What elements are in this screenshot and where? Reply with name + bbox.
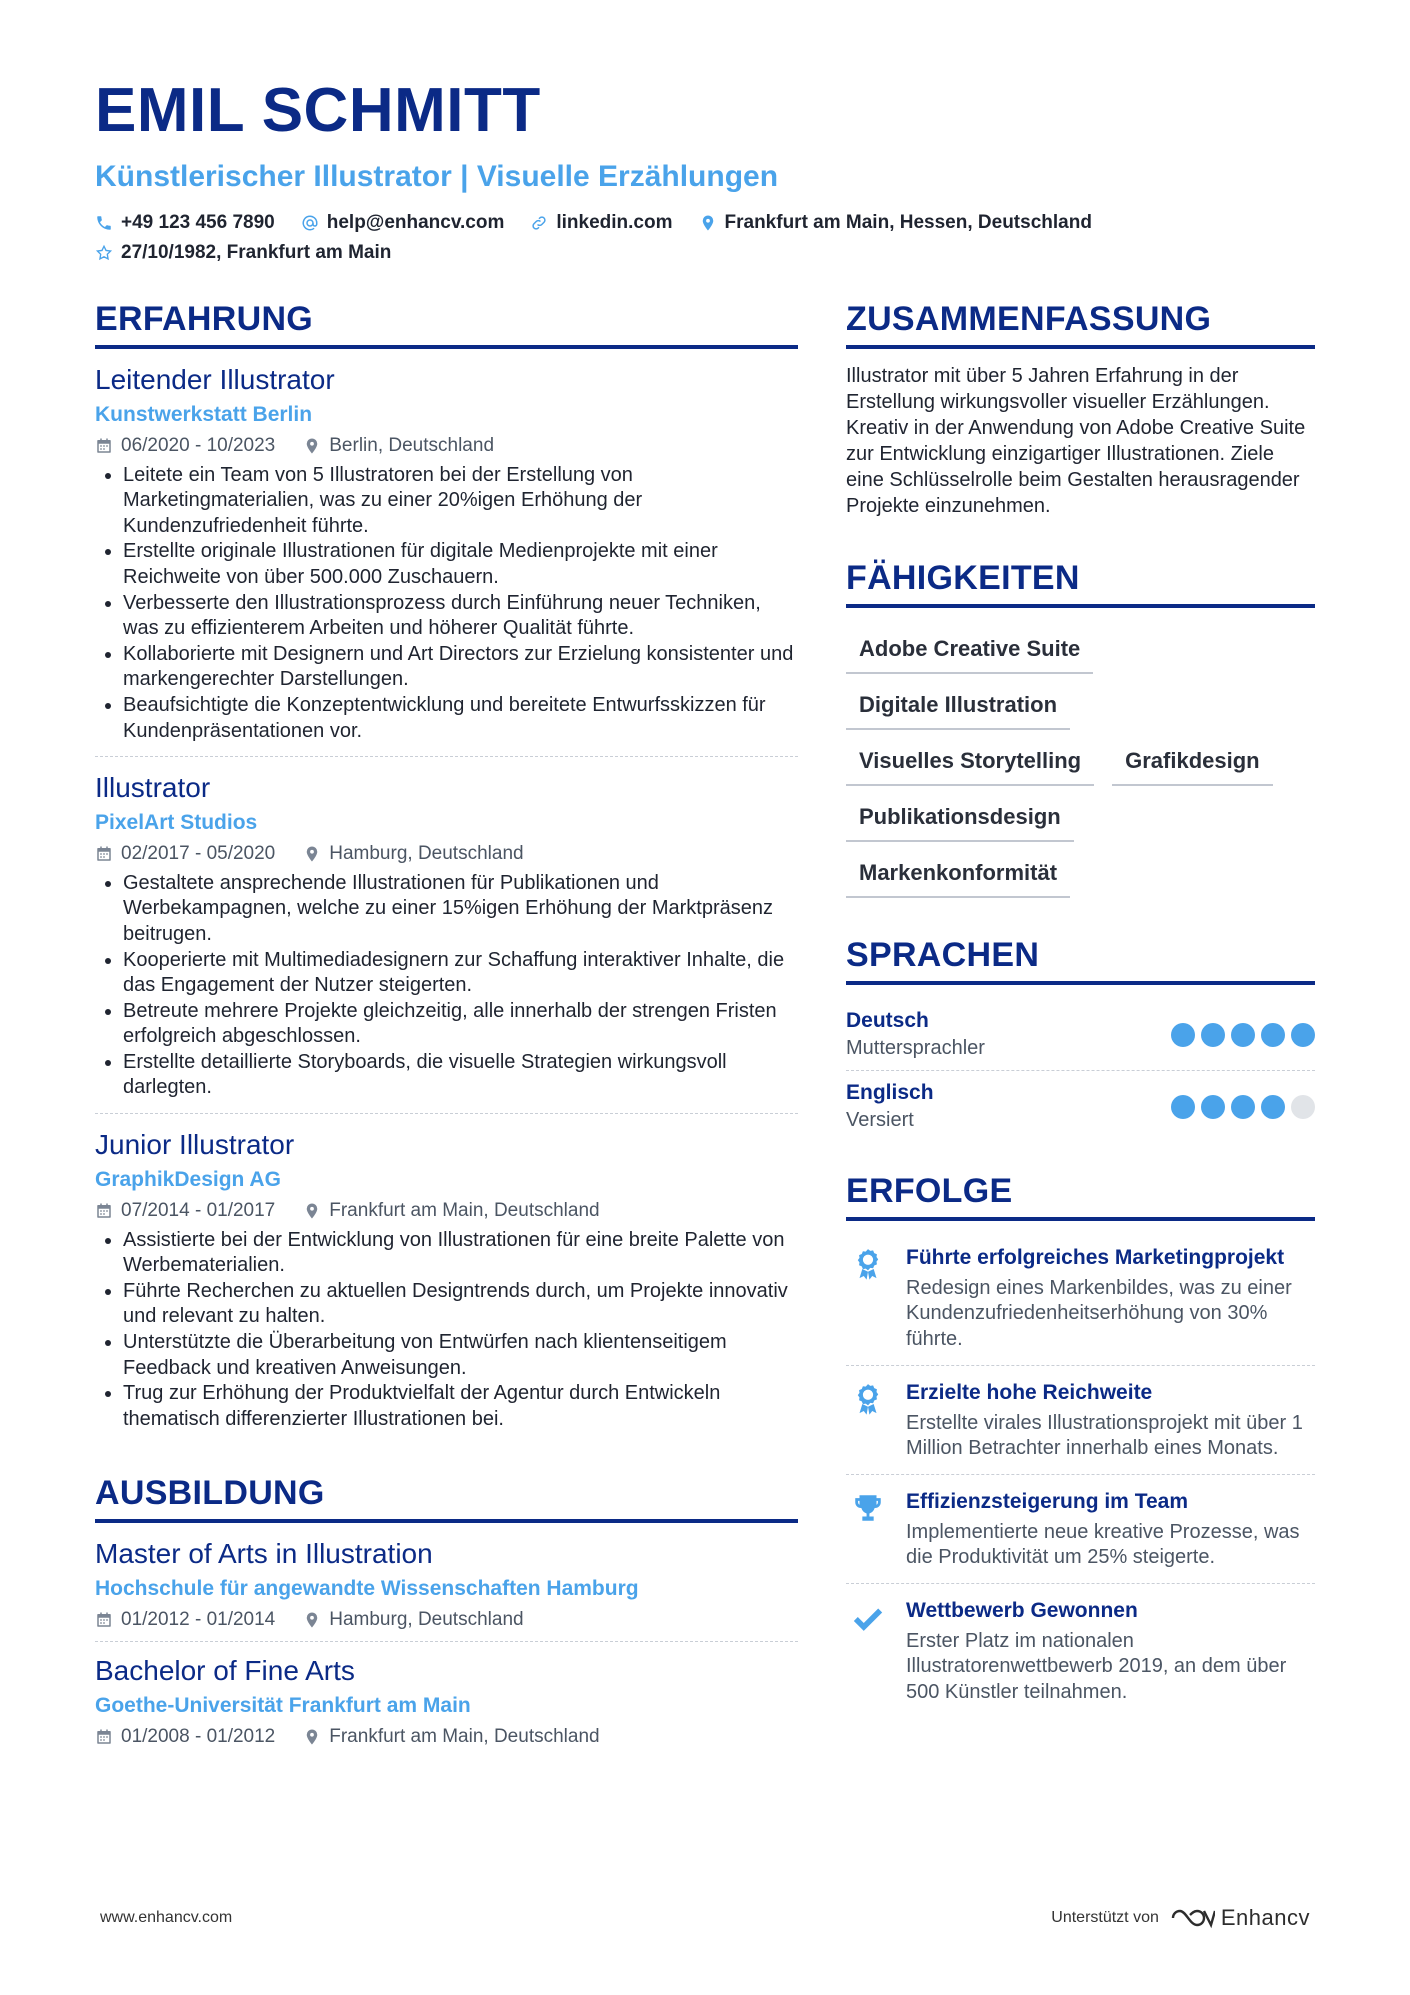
achievements-list: [846, 1235, 1315, 1717]
skill-tag: Visuelles Storytelling: [846, 734, 1094, 786]
date-range: [95, 1726, 275, 1748]
location-pin-icon: [303, 845, 321, 863]
date-text: 01/2008 - 01/2012: [121, 1725, 276, 1747]
link-icon: [530, 214, 548, 232]
date-range: [95, 843, 275, 865]
bullet-item: • Betreute mehrere Projekte gleichzeitig, alle innerhalb der strengen Fristen erfolgreich abgeschlossen.: [123, 999, 798, 1050]
job-company: GraphikDesign AG: [95, 1167, 281, 1191]
section-title-summary: ZUSAMMENFASSUNG: [846, 300, 1315, 349]
achievement-title: Effizienzsteigerung im Team: [906, 1489, 1188, 1513]
achievement-item: [846, 1235, 1315, 1365]
school: Goethe-Universität Frankfurt am Main: [95, 1693, 471, 1717]
powered-by: [1051, 1905, 1310, 1931]
phone-icon: [95, 214, 113, 232]
achievement-item: [846, 1583, 1315, 1718]
contact-row: [95, 212, 1315, 234]
job-bullets: [95, 463, 798, 745]
location: [303, 1726, 599, 1748]
proficiency-dot: [1231, 1095, 1255, 1119]
contact-email[interactable]: [301, 212, 505, 234]
date-text: 02/2017 - 05/2020: [121, 842, 276, 864]
section-title-languages: SPRACHEN: [846, 936, 1315, 985]
skill-tag: Adobe Creative Suite: [846, 622, 1093, 674]
job-bullets: [95, 871, 798, 1101]
bullet-item: • Assistierte bei der Entwicklung von Illustrationen für eine breite Palette von Werbematerialien.: [123, 1228, 798, 1279]
skill-tag: Publikationsdesign: [846, 790, 1074, 842]
meta-row: [95, 1609, 798, 1631]
location: [303, 1200, 599, 1222]
calendar-icon: [95, 1728, 113, 1746]
job-role: Junior Illustrator: [95, 1129, 295, 1161]
location: [303, 843, 523, 865]
bullet-item: • Beaufsichtigte die Konzeptentwicklung und bereitete Entwurfsskizzen für Kundenpräsentationen vor.: [123, 693, 798, 744]
degree: Bachelor of Fine Arts: [95, 1655, 355, 1686]
contact-phone: [95, 212, 275, 234]
contact-linkedin[interactable]: [530, 212, 672, 234]
bullet-item: • Trug zur Erhöhung der Produktvielfalt der Agentur durch Entwickeln thematisch differenzierter Illustrationen bei.: [123, 1381, 798, 1432]
meta-row: [95, 1200, 798, 1222]
achievement-desc: Redesign eines Markenbildes, was zu einer Kundenzufriedenheitserhöhung von 30% führte.: [906, 1276, 1292, 1351]
proficiency-dot: [1171, 1095, 1195, 1119]
location-text: Frankfurt am Main, Deutschland: [329, 1725, 600, 1747]
linkedin-text: linkedin.com: [556, 212, 673, 233]
proficiency-dot: [1291, 1023, 1315, 1047]
proficiency-dot: [1231, 1023, 1255, 1047]
meta-row: [95, 1726, 798, 1748]
location-text: Berlin, Deutschland: [329, 434, 495, 456]
bullet-item: • Führte Recherchen zu aktuellen Designtrends durch, um Projekte innovativ und relevant zu halten.: [123, 1279, 798, 1330]
award-ribbon-icon: [846, 1245, 890, 1353]
achievement-title: Erzielte hohe Reichweite: [906, 1380, 1153, 1404]
location-pin-icon: [303, 1611, 321, 1629]
languages-list: [846, 999, 1315, 1142]
school: Hochschule für angewandte Wissenschaften Hamburg: [95, 1577, 639, 1600]
degree: Master of Arts in Illustration: [95, 1538, 433, 1570]
calendar-icon: [95, 1202, 113, 1220]
achievement-desc: Implementierte neue kreative Prozesse, was die Produktivität um 25% steigerte.: [906, 1520, 1300, 1569]
location-pin-icon: [699, 214, 717, 232]
language-info: [846, 1081, 934, 1132]
trophy-icon: [846, 1489, 890, 1571]
date-range: [95, 435, 275, 457]
achievement-item: [846, 1474, 1315, 1583]
section-title-experience: ERFAHRUNG: [95, 300, 798, 349]
skill-tag: Digitale Illustration: [846, 678, 1070, 730]
job-bullets: [95, 1228, 798, 1433]
enhancv-logo-icon: [1169, 1906, 1215, 1930]
achievement-desc: Erster Platz im nationalen Illustratorenwettbewerb 2019, an dem über 500 Künstler teilnahmen.: [906, 1629, 1287, 1703]
date-range: [95, 1609, 275, 1631]
skills-list: [846, 622, 1315, 902]
section-title-education: AUSBILDUNG: [95, 1474, 798, 1523]
date-text: 06/2020 - 10/2023: [121, 434, 276, 456]
location: [303, 435, 494, 457]
experience-item: [95, 1113, 798, 1444]
star-icon: [95, 244, 113, 262]
achievement-title: Wettbewerb Gewonnen: [906, 1598, 1138, 1622]
summary-text: Illustrator mit über 5 Jahren Erfahrung in der Erstellung wirkungsvoller visueller Erzählungen. Kreativ in der Anwendung von Adobe Creative Suite zur Entwicklung einzigartiger Illustrationen. Ziele eine Schlüsselrolle beim Gestalten herausragender Projekte einzunehmen.: [846, 365, 1306, 517]
skill-tag: Markenkonformität: [846, 846, 1070, 898]
footer: [100, 1905, 1310, 1931]
job-role: Leitender Illustrator: [95, 364, 335, 395]
at-icon: [301, 214, 319, 232]
achievement-item: [846, 1365, 1315, 1474]
contact-location: [699, 212, 1092, 234]
language-item: [846, 999, 1315, 1070]
location-pin-icon: [303, 1202, 321, 1220]
location-text: Hamburg, Deutschland: [329, 1609, 524, 1630]
job-role: Illustrator: [95, 772, 211, 804]
education-list: [95, 1537, 798, 1757]
achievement-body: [906, 1245, 1315, 1353]
location-text: Hamburg, Deutschland: [329, 842, 524, 864]
footer-website[interactable]: www.enhancv.com: [100, 1909, 233, 1926]
proficiency-dot: [1201, 1095, 1225, 1119]
checkmark-icon: [846, 1598, 890, 1706]
brand-name: Enhancv: [1220, 1905, 1310, 1930]
proficiency-dot: [1291, 1095, 1315, 1119]
calendar-icon: [95, 1611, 113, 1629]
email-text: help@enhancv.com: [326, 212, 505, 233]
language-info: [846, 1009, 985, 1060]
proficiency-dot: [1261, 1023, 1285, 1047]
proficiency-dot: [1171, 1023, 1195, 1047]
section-title-achievements: ERFOLGE: [846, 1172, 1315, 1221]
achievement-body: [906, 1380, 1315, 1462]
section-title-skills: FÄHIGKEITEN: [846, 559, 1315, 608]
award-ribbon-icon: [846, 1380, 890, 1462]
right-column: [846, 300, 1315, 1758]
phone-text: +49 123 456 7890: [121, 212, 275, 233]
date-text: 07/2014 - 01/2017: [121, 1199, 276, 1221]
language-level: Versiert: [846, 1109, 914, 1131]
language-name: Englisch: [846, 1081, 934, 1104]
candidate-title: Künstlerischer Illustrator | Visuelle Erzählungen: [95, 160, 779, 193]
meta-row: [95, 843, 798, 865]
location-pin-icon: [303, 1728, 321, 1746]
meta-row: [95, 435, 798, 457]
experience-item: [95, 363, 798, 756]
location-pin-icon: [303, 437, 321, 455]
language-name: Deutsch: [846, 1009, 929, 1032]
proficiency-dot: [1201, 1023, 1225, 1047]
education-item: [95, 1537, 798, 1641]
proficiency-dots: [1171, 1095, 1315, 1119]
calendar-icon: [95, 437, 113, 455]
achievement-body: [906, 1598, 1315, 1706]
skill-tag: Grafikdesign: [1112, 734, 1272, 786]
calendar-icon: [95, 845, 113, 863]
powered-by-label: Unterstützt von: [1051, 1909, 1159, 1926]
birth-text: 27/10/1982, Frankfurt am Main: [121, 242, 392, 263]
candidate-name: EMIL SCHMITT: [95, 76, 541, 145]
bullet-item: • Gestaltete ansprechende Illustrationen für Publikationen und Werbekampagnen, welche zu einer 15%igen Erhöhung der Marktpräsenz beitrugen.: [123, 871, 798, 948]
language-level: Muttersprachler: [846, 1037, 985, 1059]
proficiency-dot: [1261, 1095, 1285, 1119]
brand-logo: [1169, 1905, 1310, 1931]
experience-list: [95, 363, 798, 1444]
bullet-item: • Kooperierte mit Multimediadesignern zur Schaffung interaktiver Inhalte, die das Engagement der Nutzer steigerten.: [123, 948, 798, 999]
bullet-item: • Verbesserte den Illustrationsprozess durch Einführung neuer Techniken, was zu effizienterem Arbeiten und höherer Qualität führte.: [123, 591, 798, 642]
date-range: [95, 1200, 275, 1222]
contact-birth: [95, 242, 1315, 264]
job-company: PixelArt Studios: [95, 810, 258, 834]
location-text: Frankfurt am Main, Hessen, Deutschland: [724, 212, 1092, 233]
bullet-item: • Erstellte originale Illustrationen für digitale Medienprojekte mit einer Reichweite von über 500.000 Zuschauern.: [123, 539, 798, 590]
experience-item: [95, 756, 798, 1113]
job-company: Kunstwerkstatt Berlin: [95, 402, 313, 426]
language-item: [846, 1070, 1315, 1142]
bullet-item: • Kollaborierte mit Designern und Art Directors zur Erzielung konsistenter und markengerechter Darstellungen.: [123, 642, 798, 693]
achievement-title: Führte erfolgreiches Marketingprojekt: [906, 1246, 1285, 1269]
location: [303, 1609, 523, 1631]
bullet-item: • Unterstützte die Überarbeitung von Entwürfen nach klientenseitigem Feedback und kreativen Anweisungen.: [123, 1330, 798, 1381]
achievement-desc: Erstellte virales Illustrationsprojekt mit über 1 Million Betrachter innerhalb eines Monats.: [906, 1411, 1303, 1460]
bullet-item: • Erstellte detaillierte Storyboards, die visuelle Strategien wirkungsvoll darlegten.: [123, 1050, 798, 1101]
education-item: [95, 1641, 798, 1758]
date-text: 01/2012 - 01/2014: [121, 1609, 276, 1630]
achievement-body: [906, 1489, 1315, 1571]
left-column: [95, 300, 798, 1758]
proficiency-dots: [1171, 1023, 1315, 1047]
location-text: Frankfurt am Main, Deutschland: [329, 1199, 600, 1221]
bullet-item: • Leitete ein Team von 5 Illustratoren bei der Erstellung von Marketingmaterialien, was zu einer 20%igen Erhöhung der Kundenzufriedenheit führte.: [123, 463, 798, 540]
